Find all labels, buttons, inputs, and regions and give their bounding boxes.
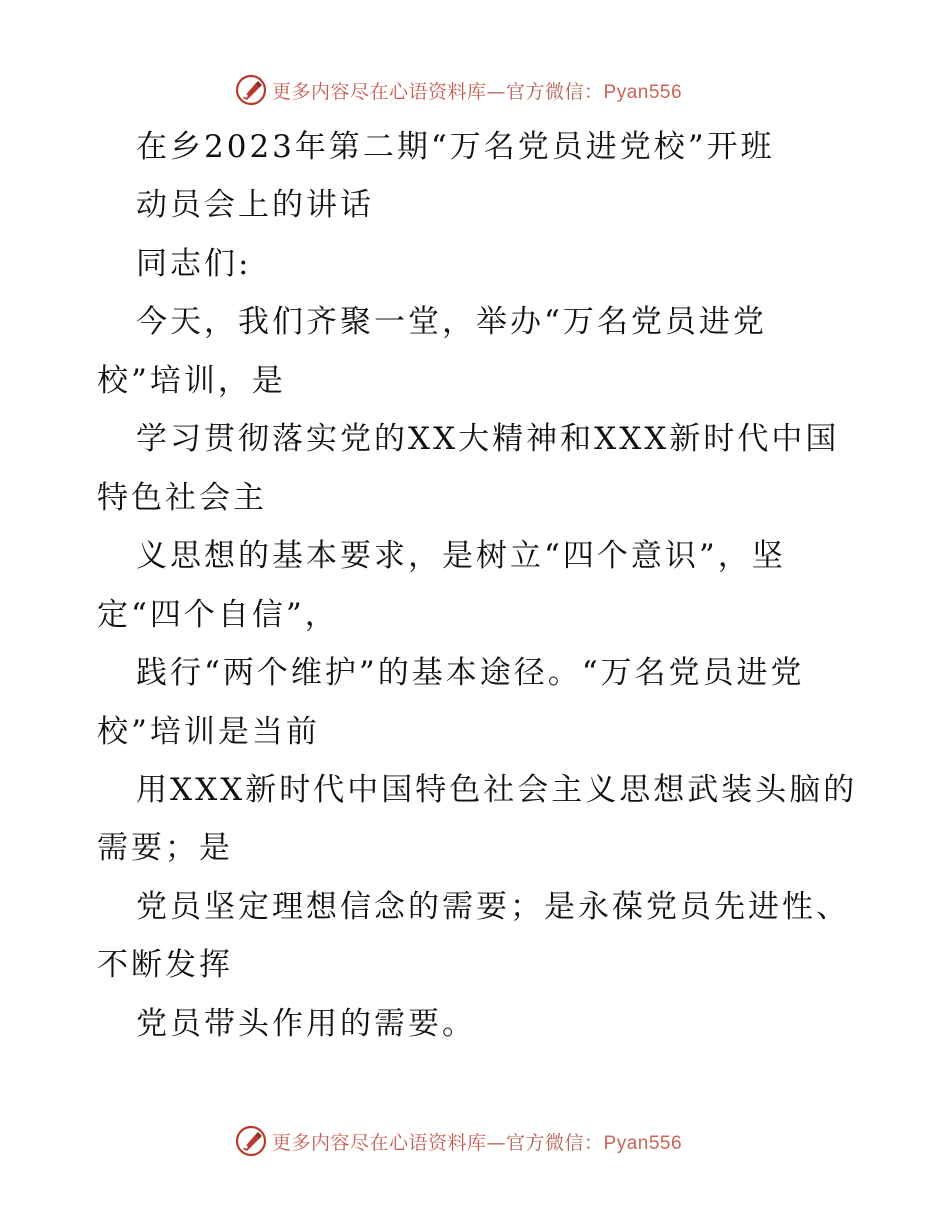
watermark-text	[272, 77, 682, 104]
salutation: 同志们:	[136, 246, 252, 282]
doc-title-line-2: 动员会上的讲话	[136, 187, 374, 223]
header-watermark	[234, 72, 682, 108]
paragraph-line: 校”培训，是	[97, 363, 286, 399]
paragraph-line: 义思想的基本要求，是树立“四个意识”，坚	[136, 538, 786, 574]
paragraph-line: 学习贯彻落实党的XX大精神和XXX新时代中国	[136, 421, 840, 457]
paragraph-line: 特色社会主	[97, 480, 267, 516]
watermark-handle: Pyan556	[603, 81, 683, 103]
paragraph-line: 用XXX新时代中国特色社会主义思想武装头脑的	[136, 772, 858, 808]
pen-nib-seal-icon	[234, 73, 268, 107]
watermark-dash: —	[486, 1131, 507, 1154]
watermark-prefix: 更多内容尽在心语资料库	[272, 1131, 487, 1154]
paragraph-line: 今天，我们齐聚一堂，举办“万名党员进党	[136, 304, 767, 340]
paragraph-line: 践行“两个维护”的基本途径。“万名党员进党	[136, 655, 805, 691]
paragraph-line: 校”培训是当前	[97, 714, 320, 750]
doc-title-line-1: 在乡2023年第二期“万名党员进党校”开班	[136, 129, 775, 165]
paragraph-line: 党员坚定理想信念的需要；是永葆党员先进性、	[136, 889, 850, 925]
watermark-wechat-label: 官方微信：	[506, 80, 604, 103]
paragraph-line: 不断发挥	[97, 947, 233, 983]
footer-watermark	[234, 1123, 682, 1159]
pen-nib-seal-icon	[234, 1124, 268, 1158]
paragraph-line: 定“四个自信”，	[97, 597, 339, 633]
watermark-prefix: 更多内容尽在心语资料库	[272, 80, 487, 103]
watermark-text	[272, 1128, 682, 1155]
paragraph-line: 党员带头作用的需要。	[136, 1006, 476, 1042]
watermark-dash: —	[486, 80, 507, 103]
watermark-handle: Pyan556	[603, 1132, 683, 1154]
paragraph-line: 需要；是	[97, 830, 233, 866]
watermark-wechat-label: 官方微信：	[506, 1131, 604, 1154]
